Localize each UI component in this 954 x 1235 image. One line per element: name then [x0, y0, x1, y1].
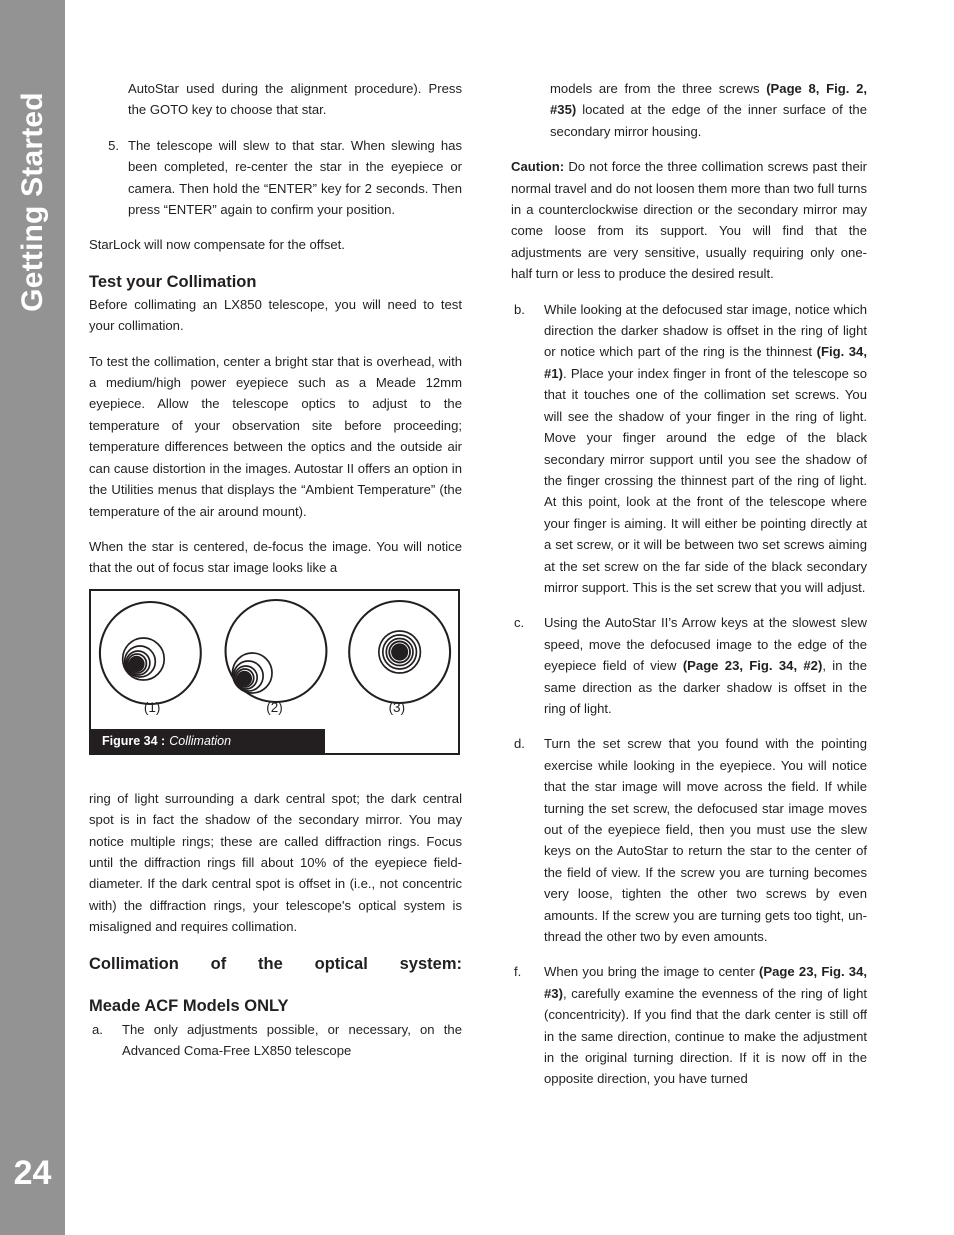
text-bold-ref: (Page 23, Fig. 34, #3) — [544, 964, 867, 1001]
text-post: located at the edge of the inner surface of the secondary mirror housing. — [550, 102, 867, 139]
text-bold-ref: (Fig. 34, #1) — [544, 344, 867, 381]
figure-34 — [89, 589, 460, 755]
list-item-c — [511, 612, 867, 719]
paragraph-to-test-collimation: To test the collimation, center a bright star that is overhead, with a medium/high power eyepiece such as a Meade 12mm eyepiece. Allow the telescope optics to adjust to the temperature of your observation site before proceeding; temperature differences between the optics and the outside air can cause distortion in the images. Autostar II offers an option in the Utilities menus that displays the “Ambient Temperature” (the temperature of the air around mount). — [89, 353, 462, 519]
right-column — [511, 78, 867, 1104]
paragraph-defocus: When the star is centered, de-focus the image. You will notice that the out of focus star image looks like a — [89, 538, 462, 576]
panel-2-rings — [226, 600, 327, 702]
text-pre: When you bring the image to center — [544, 964, 760, 980]
text-pre: models are from the three screws — [550, 81, 767, 96]
figure-caption-title: Collimation — [169, 734, 232, 749]
figure-caption-bar — [89, 729, 325, 755]
list-marker: 5. — [108, 137, 119, 153]
heading-test-your-collimation: Test your Collimation — [89, 272, 257, 291]
text-post: , carefully examine the evenness of the ring of light (concentricity). If you find that the dark center is still off in the same direction, continue to make the adjustment in the original turning direction. If it is now off in the opposite direction, you have turned — [544, 985, 867, 1087]
list-item-step-5 — [89, 135, 462, 221]
list-marker: f. — [514, 964, 522, 980]
list-marker: c. — [514, 615, 525, 631]
list-item-d — [511, 733, 867, 947]
list-marker: d. — [514, 736, 525, 752]
list-item-text — [544, 964, 867, 1086]
caution-text: Do not force the three collimation screws past their normal travel and do not loosen them more than two full turns in a counterclockwise direction or the secondary mirror may come loose from its support. You will find that the adjustments are very sensitive, usually requiring only one-half turn or less to produce the desired result. — [511, 159, 867, 282]
panel-3-rings — [349, 601, 450, 703]
paragraph-ring-of-light: ring of light surrounding a dark central spot; the dark central spot is in fact the shadow of the secondary mirror. You may notice multiple rings; these are called diffraction rings. Focus until the diffraction rings fill about 10% of the eyepiece field-diameter. If the dark central spot is offset in (i.e., not concentric with) the diffraction rings, your telescope's optical system is misaligned and requires collimation. — [89, 790, 462, 935]
paragraph-caution — [511, 156, 867, 284]
figure-panel-label-3: (3) — [388, 699, 406, 715]
figure-panel-label-1: (1) — [143, 699, 161, 715]
text-post: , in the same direction as the darker shadow is offset in the ring of light. — [544, 658, 867, 716]
text-bold-ref: (Page 23, Fig. 34, #2) — [682, 658, 823, 674]
list-item-text — [544, 615, 867, 716]
text-pre: While looking at the defocused star image, notice which direction the darker shadow is offset in the ring of light or notice which part of the ring is the thinnest — [544, 301, 867, 360]
caution-label: Caution: — [511, 159, 565, 175]
paragraph-continuation-models — [511, 78, 867, 142]
list-item-f — [511, 961, 867, 1089]
text-bold-ref: (Page 8, Fig. 2, #35) — [550, 81, 867, 118]
panel-1-rings — [100, 602, 201, 704]
heading-collimation-optical-system — [89, 954, 462, 1017]
text-pre: Using the AutoStar II’s Arrow keys at the slowest slew speed, move the defocused image to the edge of the eyepiece field of view — [544, 615, 867, 674]
heading-line-2: Meade ACF Models ONLY — [89, 996, 289, 1015]
figure-panel-label-2: (2) — [266, 699, 283, 715]
page-number: 24 — [13, 1154, 52, 1192]
paragraph-continuation: AutoStar used during the alignment procedure). Press the GOTO key to choose that star. — [128, 81, 462, 118]
list-item-b — [511, 299, 867, 599]
list-item-text: Turn the set screw that you found with the pointing exercise while looking in the eyepiece. You will notice that the star image will move across the field. If while turning the set screw, the defocused star image moves out of the eyepiece field, then you must use the slew keys on the AutoStar to return the star to the center of the field of view. If the screw you are turning becomes very loose, tighten the other two screws by even amounts. If the screw you are turning gets too tight, un-thread the other two by even amounts. — [544, 736, 867, 945]
figure-caption-number: Figure 34 : — [102, 734, 166, 749]
list-marker: a. — [92, 1021, 103, 1037]
heading-line-1: Collimation of the optical system: — [89, 954, 462, 973]
paragraph-before-collimating: Before collimating an LX850 telescope, you will need to test your collimation. — [89, 296, 462, 334]
list-marker: b. — [514, 301, 525, 317]
text-post: . Place your index finger in front of the telescope so that it touches one of the collimation set screws. You will see the shadow of your finger in the ring of light. Move your finger around the edge of the black secondary mirror support until you see the shadow of the finger crossing the thinnest part of the ring of light. At this point, look at the front of the telescope where your finger is aiming. It will either be pointing directly at a set screw, or it will be between two set screws aiming at the set screw on the far side of the black secondary mirror support. This is the set screw that you will adjust. — [544, 365, 867, 595]
list-item-text — [544, 302, 867, 595]
paragraph-starlock-note: StarLock will now compensate for the offset. — [89, 237, 345, 253]
left-column — [89, 78, 462, 1075]
list-item-text: The telescope will slew to that star. When slewing has been completed, re-center the star in the eyepiece or camera. Then hold the “ENTER” key for 2 seconds. Then press “ENTER” again to confirm your position. — [128, 137, 462, 218]
section-tab-title: Getting Started — [15, 92, 49, 312]
list-item-a — [89, 1019, 462, 1062]
section-tab — [0, 0, 65, 1235]
list-item-text: The only adjustments possible, or necessary, on the Advanced Coma-Free LX850 telescope — [122, 1021, 462, 1058]
figure-panel-labels — [91, 697, 458, 718]
